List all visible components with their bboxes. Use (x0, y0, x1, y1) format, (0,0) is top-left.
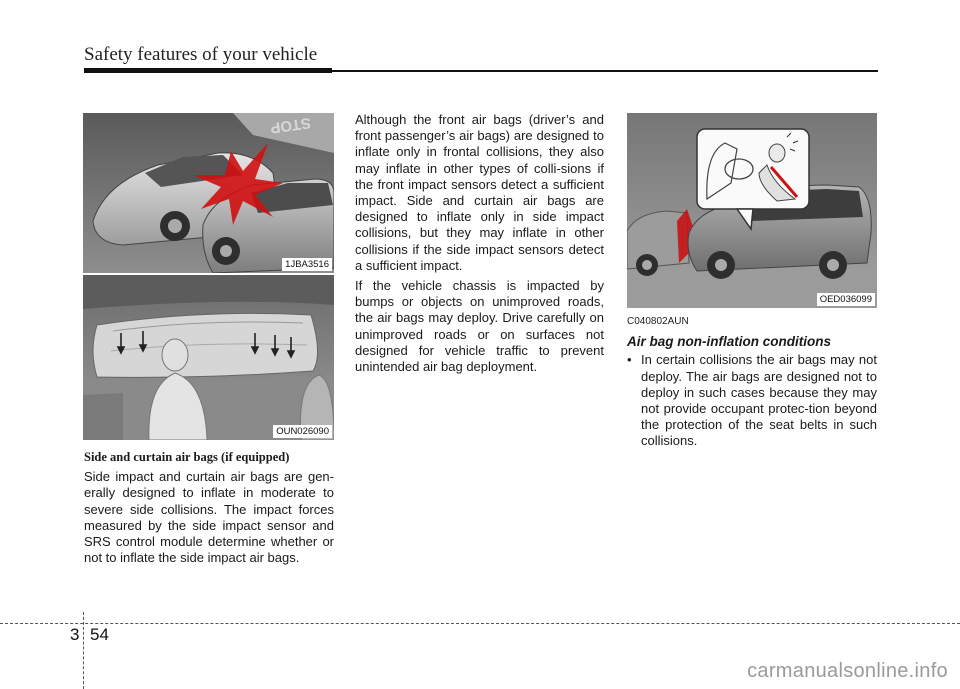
side-collision-drawing (83, 113, 334, 273)
curtain-airbag-drawing (83, 275, 334, 440)
footer-horizontal-rule (0, 623, 960, 624)
middle-column (355, 112, 604, 379)
curtain-airbag-illustration (83, 275, 334, 440)
svg-text:STOP: STOP (269, 113, 312, 137)
page-number: 54 (90, 625, 109, 644)
header-rule-thick (84, 68, 332, 73)
side-curtain-body: Side impact and curtain air bags are gen-erally designed to inflate in moderate to severe side collisions. The impact forces measured by the side impact sensor and SRS control module determine whether or not to inflate the side impact air bags. (84, 469, 334, 566)
frontal-collision-drawing (627, 113, 877, 308)
right-column (627, 312, 877, 454)
figure-tag-frontal: OED036099 (817, 293, 875, 306)
left-column (84, 449, 334, 570)
section-code: C040802AUN (627, 316, 689, 327)
watermark-text: carmanualsonline.info (747, 660, 948, 682)
chapter-number: 3 (70, 625, 80, 644)
figure-tag-collision: 1JBA3516 (282, 258, 332, 271)
side-collision-illustration (83, 113, 334, 273)
frontal-collision-illustration (627, 113, 877, 308)
chassis-impact-paragraph: If the vehicle chassis is impacted by bumps or objects on unimproved roads, the air bags may deploy. Drive carefully on unimproved roads or on surfaces not designed for vehicle traffic to prevent unintended air bag deployment. (355, 278, 604, 375)
subheading-non-inflation: Air bag non-inflation conditions (627, 334, 831, 350)
section-heading-side-curtain: Side and curtain air bags (if equipped) (84, 450, 290, 464)
front-airbag-paragraph: Although the front air bags (driver’s and front passenger’s air bags) are designed to inflate only in frontal collisions, they also may inflate in other types of colli-sions if the front impact sensors detect a sufficient impact. Side and curtain air bags are designed to inflate only in side impact collisions, but they may inflate in other collisions if the side impact sensors detect a sufficient impact. (355, 112, 604, 273)
page-header-title: Safety features of your vehicle (84, 44, 318, 65)
footer-vertical-rule (83, 612, 84, 689)
header-rule-thin (332, 70, 878, 72)
bullet-non-deploy: • In certain collisions the air bags may not deploy. The air bags are designed not to deploy in such cases because they may not provide occupant protec-tion beyond the protection of the seat belts in such collisions. (627, 352, 877, 449)
figure-tag-curtain: OUN026090 (273, 425, 332, 438)
